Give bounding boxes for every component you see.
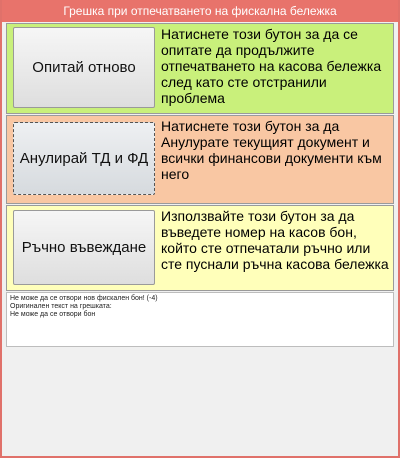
error-log-textbox[interactable] xyxy=(6,292,394,347)
retry-description: Натиснете този бутон за да се опитате да продължите отпечатването на касова бележка след като сте отстранили проблема xyxy=(161,26,382,106)
error-log-line: Не може да се отвори нов фискален бон! (-4) xyxy=(10,295,158,302)
cancel-documents-description: Натиснете този бутон за да Анулурате текущият документ и всички финансови документи към него xyxy=(161,118,382,182)
manual-entry-description: Използвайте този бутон за да въведете номер на касов бон, който сте отпечатали ръчно или сте пуснали ръчна касова бележка xyxy=(161,208,389,272)
cancel-documents-button[interactable]: Анулирай ТД и ФД xyxy=(13,122,155,195)
window-title: Грешка при отпечатването на фискална бележка xyxy=(2,0,398,22)
manual-entry-button[interactable]: Ръчно въвеждане xyxy=(13,210,155,285)
error-log-line: Не може да се отвори бон xyxy=(10,311,96,318)
retry-button[interactable]: Опитай отново xyxy=(13,27,155,108)
manual-entry-option-panel xyxy=(6,205,394,291)
error-log-line: Оригинален текст на грешката: xyxy=(10,303,112,310)
retry-option-panel xyxy=(6,23,394,114)
cancel-documents-option-panel xyxy=(6,115,394,204)
